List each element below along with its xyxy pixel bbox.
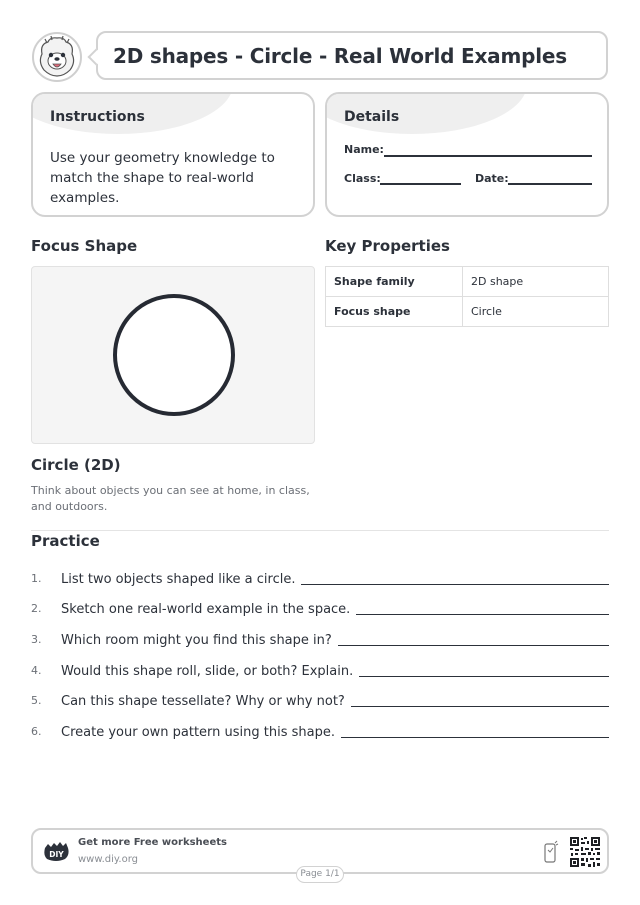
table-row [326,267,609,297]
question-number: 4. [31,664,42,677]
question-item [31,721,609,741]
answer-line[interactable] [351,706,609,707]
mascot-avatar [32,32,82,82]
table-row [326,297,609,327]
question-item [31,660,609,680]
question-number: 1. [31,572,42,585]
question-text: Which room might you find this shape in? [61,633,332,648]
question-text: List two objects shaped like a circle. [61,572,296,587]
diy-logo-icon[interactable] [43,841,70,862]
practice-heading: Practice [31,532,100,550]
title-banner [96,31,608,80]
section-divider [31,530,609,531]
qr-code-icon [569,836,601,868]
details-heading: Details [344,109,400,125]
instructions-heading: Instructions [50,109,145,125]
property-value: 2D shape [463,267,609,297]
property-value: Circle [463,297,609,327]
details-card [325,92,609,217]
shape-description: Think about objects you can see at home, in class, and outdoors. [31,484,310,513]
question-item [31,598,609,618]
question-number: 6. [31,725,42,738]
page-title: 2D shapes - Circle - Real World Examples [113,44,567,68]
question-item [31,629,609,649]
question-number: 3. [31,633,42,646]
circle-icon [113,294,235,416]
shape-title: Circle (2D) [31,456,121,474]
answer-line[interactable] [301,584,609,585]
question-text: Create your own pattern using this shape. [61,725,336,740]
focus-shape-heading: Focus Shape [31,237,138,255]
name-field[interactable] [384,155,592,157]
property-key: Shape family [326,267,463,297]
answer-line[interactable] [359,676,609,677]
key-properties-table [325,266,609,327]
question-number: 2. [31,602,42,615]
instructions-card [31,92,315,217]
question-text: Sketch one real-world example in the space. [61,602,351,617]
date-field[interactable] [508,183,592,185]
answer-line[interactable] [338,645,609,646]
question-text: Can this shape tessellate? Why or why not? [61,694,345,709]
footer-url-link[interactable]: www.diy.org [78,854,138,865]
question-text: Would this shape roll, slide, or both? Explain. [61,664,354,679]
phone-icon [543,840,559,864]
class-field[interactable] [380,183,461,185]
key-properties-heading: Key Properties [325,237,450,255]
question-item [31,568,609,588]
class-label: Class: [344,172,381,185]
diy-logo-text: DIY [49,850,64,859]
mascot-face-icon [34,34,80,80]
answer-line[interactable] [341,737,609,738]
footer-promo-text: Get more Free worksheets [78,837,227,848]
date-label: Date: [475,172,509,185]
instructions-text: Use your geometry knowledge to match the shape to real-world examples. [50,150,275,206]
question-item [31,690,609,710]
focus-shape-panel [31,266,315,444]
name-label: Name: [344,143,384,156]
property-key: Focus shape [326,297,463,327]
answer-line[interactable] [356,614,609,615]
page-number: Page 1/1 [296,866,344,883]
question-number: 5. [31,694,42,707]
